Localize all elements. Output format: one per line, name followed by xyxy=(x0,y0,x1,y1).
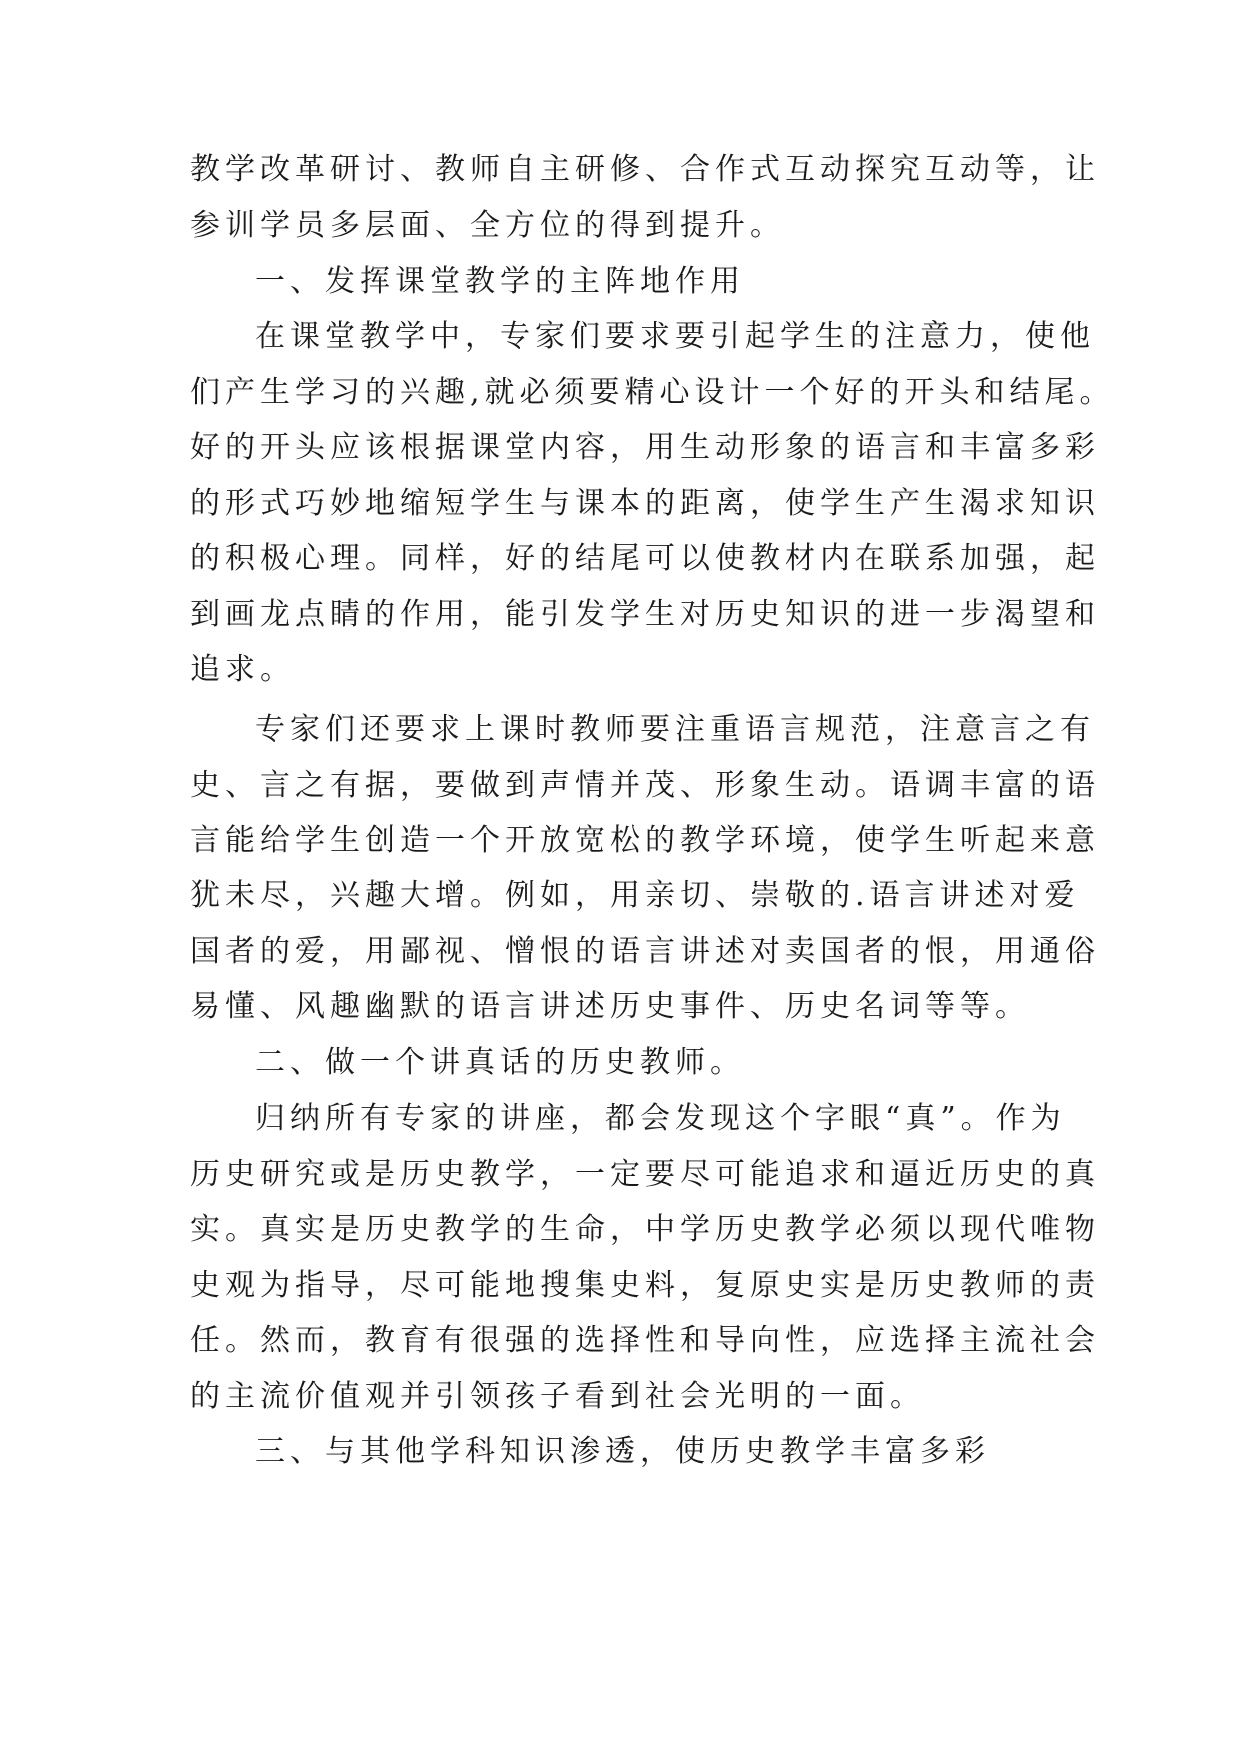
text-line-12: 史、言之有据，要做到声情并茂、形象生动。语调丰富的语 xyxy=(190,768,1100,803)
text-line-23: 的主流价值观并引领孩子看到社会光明的一面。 xyxy=(190,1379,925,1414)
text-line-8: 的积极心理。同样，好的结尾可以使教材内在联系加强，起 xyxy=(190,541,1100,576)
text-line-7: 的形式巧妙地缩短学生与课本的距离，使学生产生渴求知识 xyxy=(190,486,1100,521)
text-line-6: 好的开头应该根据课堂内容，用生动形象的语言和丰富多彩 xyxy=(190,430,1100,465)
text-line-5: 们产生学习的兴趣,就必须要精心设计一个好的开头和结尾。 xyxy=(190,375,1115,410)
text-line-1: 教学改革研讨、教师自主研修、合作式互动探究互动等，让 xyxy=(190,152,1100,187)
section-heading-1: 一、发挥课堂教学的主阵地作用 xyxy=(255,264,745,299)
text-line-22: 任。然而，教育有很强的选择性和导向性，应选择主流社会 xyxy=(190,1323,1100,1358)
text-line-19: 历史研究或是历史教学，一定要尽可能追求和逼近历史的真 xyxy=(190,1157,1100,1192)
text-line-13: 言能给学生创造一个开放宽松的教学环境，使学生听起来意 xyxy=(190,823,1100,858)
text-line-21: 史观为指导，尽可能地搜集史料，复原史实是历史教师的责 xyxy=(190,1268,1100,1303)
text-line-16: 易懂、风趣幽默的语言讲述历史事件、历史名词等等。 xyxy=(190,989,1030,1024)
text-line-15: 国者的爱，用鄙视、憎恨的语言讲述对卖国者的恨，用通俗 xyxy=(190,934,1100,969)
text-line-11: 专家们还要求上课时教师要注重语言规范，注意言之有 xyxy=(255,712,1095,747)
text-line-9: 到画龙点睛的作用，能引发学生对历史知识的进一步渴望和 xyxy=(190,597,1100,632)
text-line-14: 犹未尽，兴趣大增。例如，用亲切、崇敬的.语言讲述对爱 xyxy=(190,878,1080,913)
section-heading-3: 三、与其他学科知识渗透，使历史教学丰富多彩 xyxy=(255,1434,990,1469)
text-line-18: 归纳所有专家的讲座，都会发现这个字眼“真”。作为 xyxy=(255,1101,1066,1136)
text-line-2: 参训学员多层面、全方位的得到提升。 xyxy=(190,208,785,243)
text-line-4: 在课堂教学中，专家们要求要引起学生的注意力，使他 xyxy=(255,319,1095,354)
section-heading-2: 二、做一个讲真话的历史教师。 xyxy=(255,1045,745,1080)
text-line-10: 追求。 xyxy=(190,652,295,687)
text-line-20: 实。真实是历史教学的生命，中学历史教学必须以现代唯物 xyxy=(190,1212,1100,1247)
